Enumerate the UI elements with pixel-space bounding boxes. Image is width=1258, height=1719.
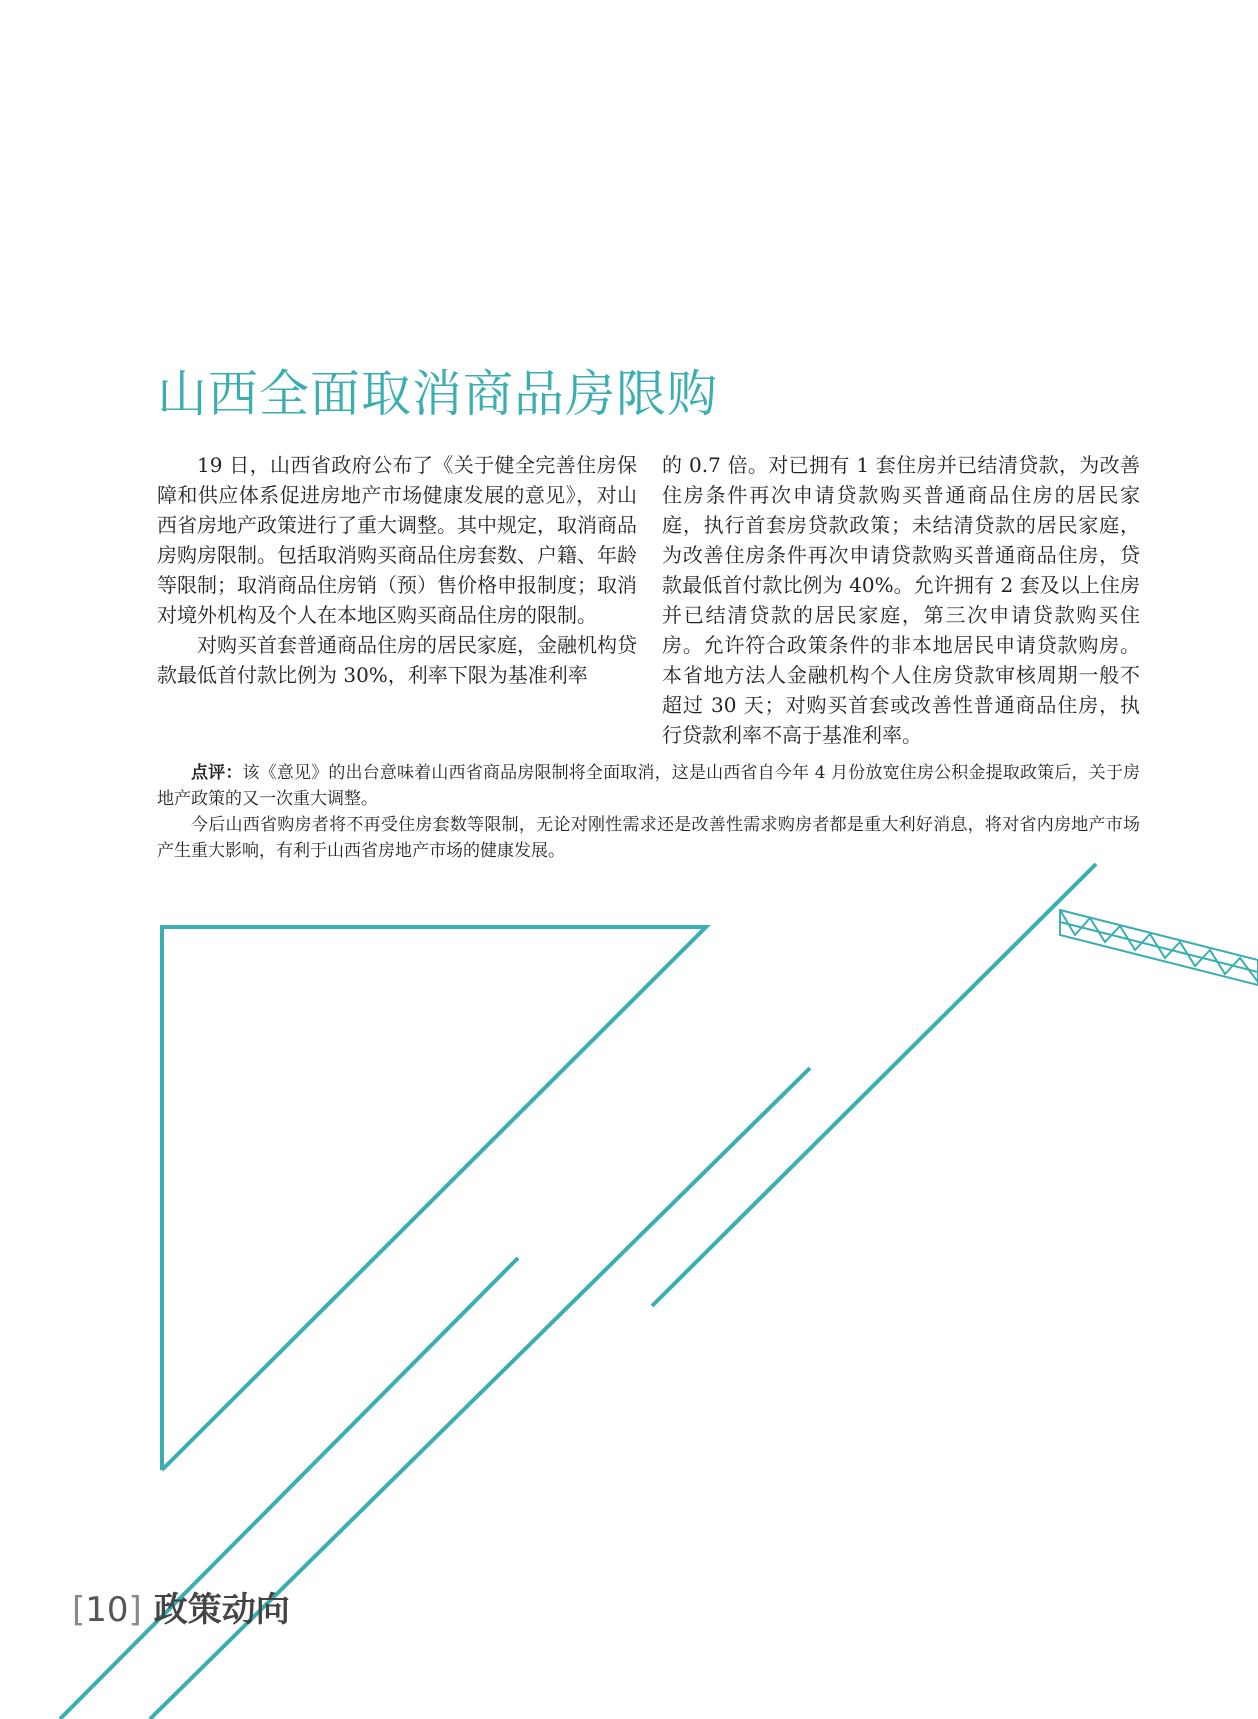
commentary-text: 该《意见》的出台意味着山西省商品房限制将全面取消，这是山西省自今年 4 月份放宽住房公积金提取政策后，关于房地产政策的又一次重大调整。 [157, 763, 1141, 809]
commentary-lead: 点评： [191, 763, 243, 783]
bracket-close: ] [128, 1590, 142, 1630]
paragraph: 对购买首套普通商品住房的居民家庭，金融机构贷款最低首付款比例为 30%，利率下限为基准利率 [157, 633, 637, 687]
paragraph: 的 0.7 倍。对已拥有 1 套住房并已结清贷款，为改善住房条件再次申请贷款购买普通商品住房的居民家庭，执行首套房贷款政策；未结清贷款的居民家庭，为改善住房条件再次申请贷款购买普通商品住房，贷款最低首付款比例为 40%。允许拥有 2 套及以上住房并已结清贷款的居民家庭，第三次申请贷款购买住房。允许符合政策条件的非本地居民申请贷款购房。本省地方法人金融机构个人住房贷款审核周期一般不超过 30 天；对购买首套或改善性普通商品住房，执行贷款利率不高于基准利率。 [662, 453, 1140, 747]
paragraph: 19 日，山西省政府公布了《关于健全完善住房保障和供应体系促进房地产市场健康发展的意见》，对山西省房地产政策进行了重大调整。其中规定，取消商品房购房限制。包括取消购买商品住房套数、户籍、年龄等限制；取消商品住房销（预）售价格申报制度；取消对境外机构及个人在本地区购买商品住房的限制。 [157, 453, 637, 627]
bracket-open: [ [72, 1590, 86, 1630]
crane-truss-icon [1060, 910, 1258, 985]
page-footer [72, 1582, 290, 1631]
article-title: 山西全面取消商品房限购 [157, 365, 718, 423]
section-title: 政策动向 [153, 1590, 290, 1630]
triangle-outline [162, 927, 706, 1470]
commentary-paragraph: 今后山西省购房者将不再受住房套数等限制，无论对刚性需求还是改善性需求购房者都是重大利好消息，将对省内房地产市场产生重大影响，有利于山西省房地产市场的健康发展。 [157, 815, 1140, 861]
diagonal-line [60, 1258, 518, 1719]
diagonal-line [652, 864, 1096, 1306]
page-number: 10 [85, 1590, 129, 1630]
